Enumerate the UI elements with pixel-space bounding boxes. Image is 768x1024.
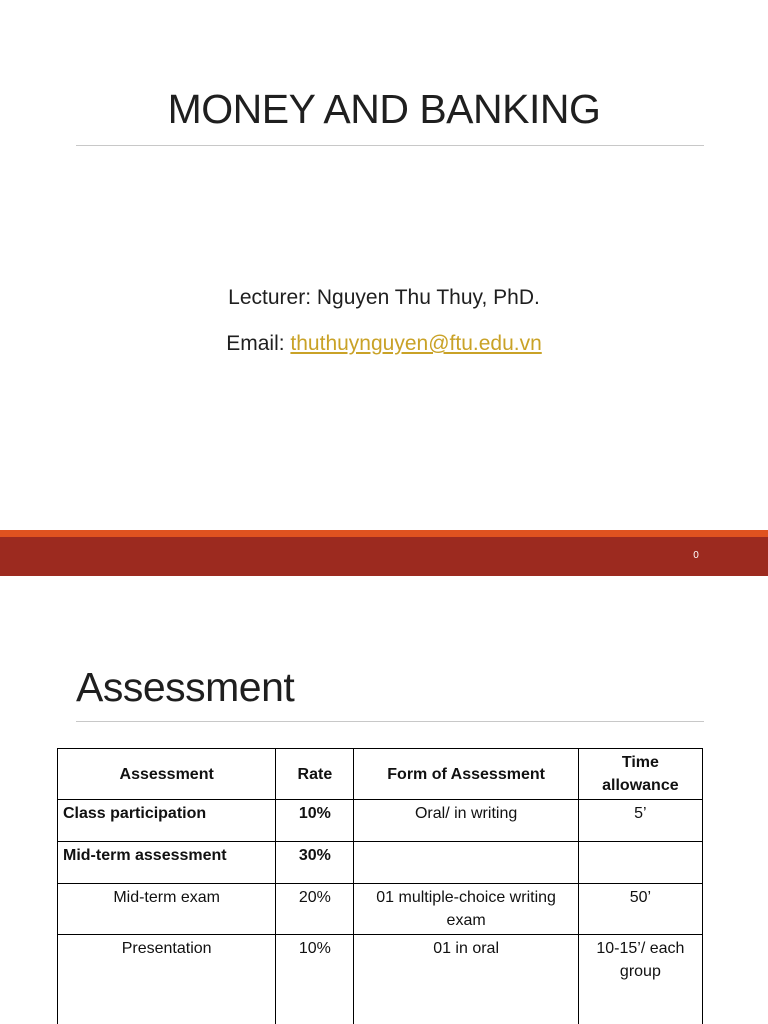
email-label: Email: xyxy=(226,332,291,355)
slide-number: 0 xyxy=(693,550,699,561)
cell-time: 5’ xyxy=(578,800,702,842)
cell-time: 50’ xyxy=(578,884,702,935)
title-divider xyxy=(76,145,704,146)
cell-rate: 10% xyxy=(276,935,354,1024)
table-row xyxy=(58,800,703,842)
footer-accent-stripe xyxy=(0,530,768,537)
assessment-slide xyxy=(0,576,768,1024)
table-row xyxy=(58,842,703,884)
cell-assessment: Presentation xyxy=(58,935,276,1024)
cell-time: 10-15’/ each group xyxy=(578,935,702,1024)
header-form: Form of Assessment xyxy=(354,749,578,800)
table-header-row xyxy=(58,749,703,800)
cell-rate: 10% xyxy=(276,800,354,842)
slide-title: MONEY AND BANKING xyxy=(167,86,601,132)
lecturer-line: Lecturer: Nguyen Thu Thuy, PhD. xyxy=(228,286,540,309)
assessment-table xyxy=(57,748,703,1024)
cell-assessment: Class participation xyxy=(58,800,276,842)
footer-band xyxy=(0,537,768,576)
cell-form: 01 multiple-choice writing exam xyxy=(354,884,578,935)
cell-form xyxy=(354,842,578,884)
email-link[interactable]: thuthuynguyen@ftu.edu.vn xyxy=(290,332,542,355)
cell-assessment: Mid-term assessment xyxy=(58,842,276,884)
table-row xyxy=(58,935,703,1024)
title-divider xyxy=(76,721,704,722)
cell-rate: 30% xyxy=(276,842,354,884)
table-row xyxy=(58,884,703,935)
header-assessment: Assessment xyxy=(58,749,276,800)
header-rate: Rate xyxy=(276,749,354,800)
cell-form: 01 in oral xyxy=(354,935,578,1024)
email-line xyxy=(0,332,768,356)
cell-time xyxy=(578,842,702,884)
cell-assessment: Mid-term exam xyxy=(58,884,276,935)
header-time: Time allowance xyxy=(578,749,702,800)
cell-form: Oral/ in writing xyxy=(354,800,578,842)
slide-title: Assessment xyxy=(76,664,295,710)
cell-rate: 20% xyxy=(276,884,354,935)
